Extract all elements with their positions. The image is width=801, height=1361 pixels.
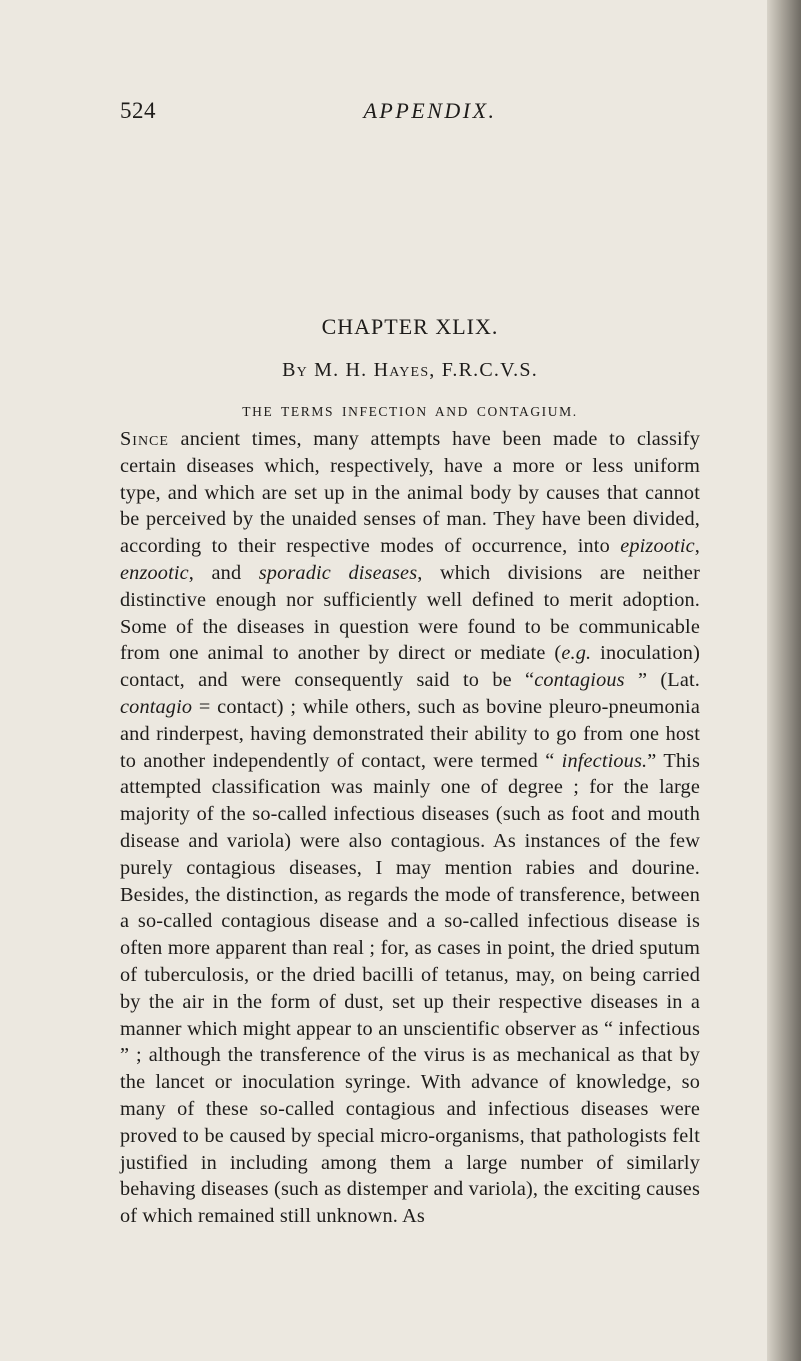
text-run: = contact) ; while others, such as bovine pleuro-pneumonia and rinderpest, having demonstrated their ability to go from one host to another independently of contact, were termed “: [120, 695, 700, 772]
author-byline: [120, 359, 700, 382]
byline-prefix: By: [282, 359, 308, 381]
author-name: M. H. Hayes,: [314, 359, 436, 381]
italic-term: epizootic: [620, 535, 695, 558]
italic-term: e.g.: [561, 642, 592, 665]
page-number: 524: [120, 98, 156, 123]
italic-term: enzootic: [120, 561, 189, 584]
body-paragraph: [120, 426, 700, 1230]
italic-term: sporadic diseases: [258, 561, 418, 584]
text-run: ,: [694, 535, 700, 558]
page-header: [120, 98, 720, 138]
text-run: ” This attempted classification was mainly one of degree ; for the large majority of the so-called infectious diseases (such as foot and mouth disease and variola) were also contagious. As instances of the few purely contagious diseases, I may mention rabies and dourine. Besides, the distinction, as regards the mode of transference, between a so-called contagious disease and a so-called infectious disease is often more apparent than real ; for, as cases in point, the dried sputum of tuberculosis, or the dried bacilli of tetanus, may, on being carried by the air in the form of dust, set up their respective diseases in a manner which might appear to an unscientific observer as “ infectious ” ; although the transference of the virus is as mechanical as that by the lancet or inoculation syringe. With advance of knowledge, so many of these so-called contagious and infectious diseases were proved to be caused by special micro-organisms, that pathologists felt justified in including among them a large number of similarly behaving diseases (such as distemper and variola), the exciting causes of which remained still unknown. As: [120, 749, 700, 1228]
text-run: ” (Lat.: [624, 669, 700, 692]
page-edge-shadow: [767, 0, 801, 1361]
running-head: APPENDIX.: [363, 98, 497, 123]
italic-term: contagio: [120, 695, 193, 718]
italic-term: contagious: [534, 669, 625, 692]
text-run: , which divisions are neither distinctive enough nor sufficiently well defined to merit adoption. Some of the diseases in question were found to be communicable from one animal to another by direct or mediate (: [120, 561, 700, 665]
italic-term: infectious.: [561, 749, 648, 772]
text-run: , and: [188, 561, 259, 584]
section-heading: THE TERMS INFECTION AND CONTAGIUM.: [242, 404, 578, 419]
opening-word: Since: [120, 428, 169, 450]
author-credentials: F.R.C.V.S.: [441, 359, 538, 381]
text-run: ancient times, many attempts have been made to classify certain diseases which, respectively, have a more or less uniform type, and which are set up in the animal body by causes that cannot be perceived by the unaided senses of man. They have been divided, according to their respective modes of occurrence, into: [120, 428, 700, 558]
chapter-title: CHAPTER XLIX.: [321, 314, 499, 339]
text-run: inoculation) contact, and were consequently said to be “: [120, 642, 700, 692]
